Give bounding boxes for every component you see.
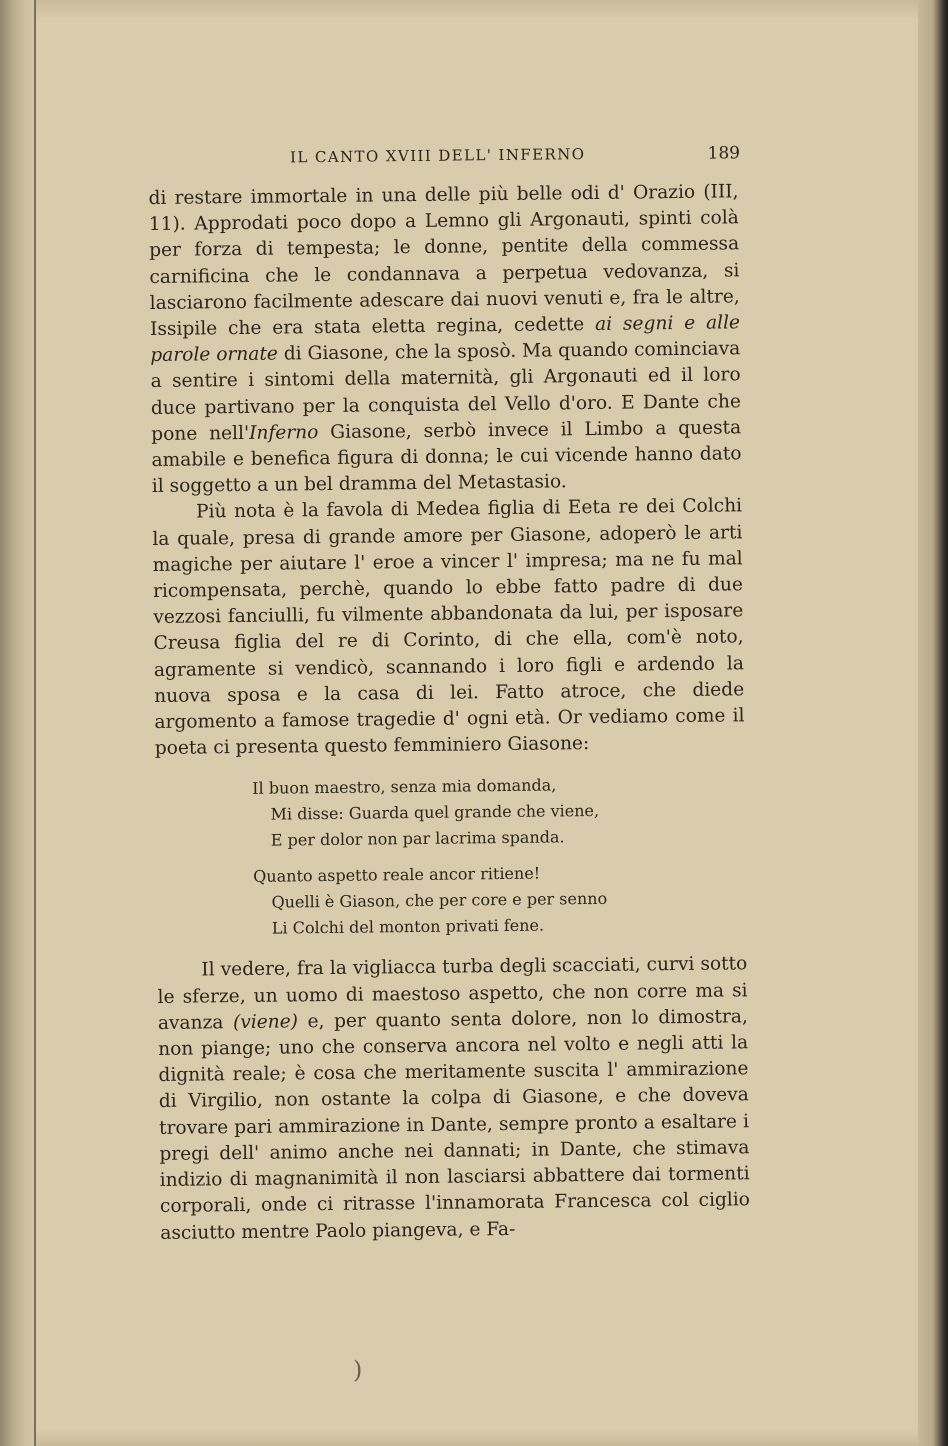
verse-line-5: Quelli è Giason, che per core e per senno (271, 889, 608, 913)
italic-word-inferno: Inferno (249, 421, 319, 444)
verse-tercet-1 (252, 771, 746, 855)
verse-line-3: E per dolor non par lacrima spanda. (270, 827, 565, 851)
right-page-edge (918, 0, 948, 1446)
binding-shadow (0, 0, 36, 1446)
paragraph-1-text-end: Giasone, serbò invece il Limbo a questa amabile e benefica figura di donna; le cui vicende hanno dato il soggetto a un bel dramma del Metastasio. (151, 417, 742, 498)
main-prose (148, 179, 750, 1246)
bottom-page-edge (36, 1430, 920, 1446)
paragraph-3-text-continued: e, per quanto senta dolore, non lo dimostra, non piange; uno che conserva ancora nel volto e negli atti la dignità reale; è cosa che meritamente suscita l' ammirazione di Virgilio, non ostante la colpa di Giasone, e che doveva trovare pari ammirazione in Dante, sempre pronto a esaltare i pregi dell' animo anche nei dannati; in Dante, che stimava indizio di magnanimità il non lasciarsi abbattere dai tormenti corporali, onde ci ritrasse l'innamorata Francesca col ciglio asciutto mentre Paolo piangeva, e Fa- (158, 1006, 751, 1244)
verse-tercet-2 (253, 859, 747, 943)
paragraph-continuation (148, 179, 742, 500)
page-number: 189 (707, 143, 741, 164)
verse-line-1: Il buon maestro, senza mia domanda, (252, 775, 557, 799)
italic-word-viene: (viene) (232, 1011, 299, 1033)
paragraph-3-text: Il vedere, fra la vigliacca turba degli scacciati, curvi sotto le sferze, un uomo di maestoso aspetto, che non corre ma si avanza (157, 953, 748, 1034)
italic-phrase-ai-segni: ai segni e alle parole ornate (150, 312, 741, 367)
left-page-edge (34, 0, 36, 1446)
paragraph-1-text: di restare immortale in una delle più belle odi d' Orazio (III, 11). Approdati poco dopo a Lemno gli Argonauti, spinti colà per forza di tempesta; le donne, pentite della commessa carnificina che le condannava a perpetua vedovanza, si lasciarono facilmente adescare dai nuovi venuti e, fra le altre, Issipile che era stata eletta regina, cedette (148, 181, 740, 341)
verse-line-2: Mi disse: Guarda quel grande che viene, (270, 801, 600, 825)
running-head (290, 143, 740, 174)
printed-text-block (148, 143, 750, 1246)
verse-line-6: Li Colchi del monton privati fene. (271, 916, 545, 939)
top-page-edge (36, 0, 920, 18)
paragraph-giasone-commentary (157, 952, 750, 1247)
verse-line-4: Quanto aspetto reale ancor ritiene! (253, 864, 541, 887)
stray-pen-mark: ) (353, 1356, 363, 1384)
running-title: IL CANTO XVIII DELL' INFERNO (289, 145, 586, 167)
paragraph-medea (152, 494, 745, 763)
verse-quotation (252, 771, 747, 943)
paragraph-1-text-continued: di Giasone, che la sposò. Ma quando cominciava a sentire i sintomi della maternità, gli Argonauti ed il loro duce partivano per la conquista del Vello d'oro. E Dante che pone nell' (150, 338, 742, 445)
paragraph-2-text: Più nota è la favola di Medea figlia di Eeta re dei Colchi la quale, presa di grande amore per Giasone, adoperò le arti magiche per aiutare l' eroe a vincer l' impresa; ma ne fu mal ricompensata, perchè, quando lo ebbe fatto padre di due vezzosi fanciulli, fu vilmente abbandonata da lui, per isposare Creusa figlia del re di Corinto, di che ella, com'è noto, agramente si vendicò, scannando i loro figli e ardendo la nuova sposa e la casa di lei. Fatto atroce, che diede argomento a famose tragedie d' ogni età. Or vediamo come il poeta ci presenta questo femminiero Giasone: (152, 495, 745, 760)
